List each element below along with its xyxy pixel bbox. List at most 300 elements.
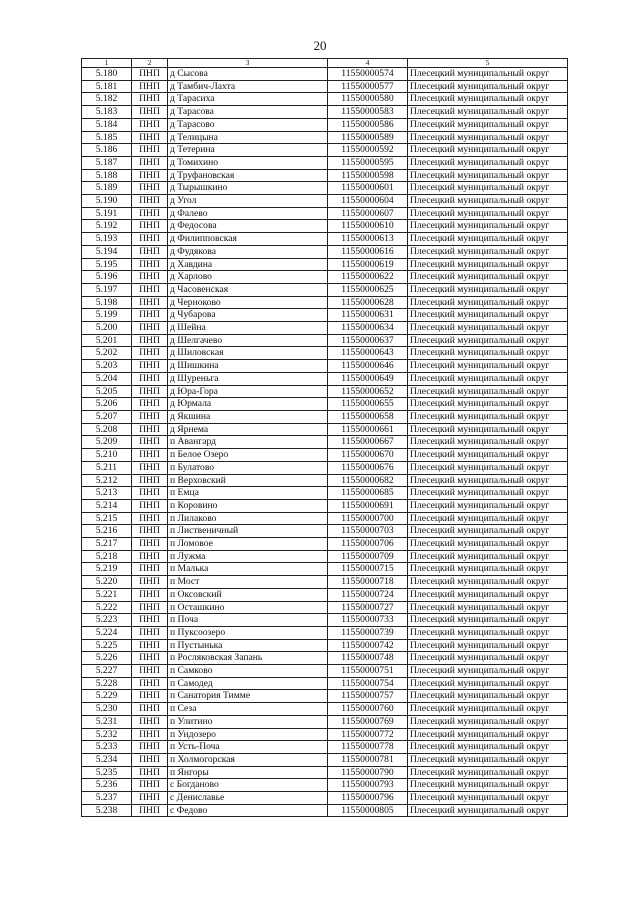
row-number-cell: 5.233: [82, 741, 132, 754]
type-code-cell: ПНП: [132, 410, 168, 423]
row-number-cell: 5.223: [82, 614, 132, 627]
row-number-cell: 5.208: [82, 423, 132, 436]
settlement-name-cell: п Янгоры: [168, 766, 328, 779]
oktmo-code-cell: 11550000739: [328, 626, 408, 639]
table-row: [82, 563, 568, 576]
table-row: [82, 652, 568, 665]
row-number-cell: 5.200: [82, 322, 132, 335]
table-row: [82, 753, 568, 766]
oktmo-code-cell: 11550000604: [328, 195, 408, 208]
row-number-cell: 5.187: [82, 156, 132, 169]
municipality-cell: Плесецкий муниципальный округ: [408, 690, 568, 703]
municipality-cell: Плесецкий муниципальный округ: [408, 296, 568, 309]
municipality-cell: Плесецкий муниципальный округ: [408, 588, 568, 601]
municipality-cell: Плесецкий муниципальный округ: [408, 512, 568, 525]
row-number-cell: 5.209: [82, 436, 132, 449]
municipality-cell: Плесецкий муниципальный округ: [408, 245, 568, 258]
table-row: [82, 207, 568, 220]
row-number-cell: 5.237: [82, 792, 132, 805]
settlement-name-cell: д Якшина: [168, 410, 328, 423]
municipality-cell: Плесецкий муниципальный округ: [408, 652, 568, 665]
type-code-cell: ПНП: [132, 677, 168, 690]
municipality-cell: Плесецкий муниципальный округ: [408, 563, 568, 576]
municipality-cell: Плесецкий муниципальный округ: [408, 766, 568, 779]
table-row: [82, 195, 568, 208]
row-number-cell: 5.211: [82, 461, 132, 474]
type-code-cell: ПНП: [132, 753, 168, 766]
municipality-cell: Плесецкий муниципальный округ: [408, 525, 568, 538]
municipality-cell: Плесецкий муниципальный округ: [408, 144, 568, 157]
municipality-cell: Плесецкий муниципальный округ: [408, 677, 568, 690]
type-code-cell: ПНП: [132, 436, 168, 449]
row-number-cell: 5.230: [82, 703, 132, 716]
type-code-cell: ПНП: [132, 182, 168, 195]
municipality-cell: Плесецкий муниципальный округ: [408, 804, 568, 817]
table-row: [82, 512, 568, 525]
municipality-cell: Плесецкий муниципальный округ: [408, 283, 568, 296]
table-row: [82, 245, 568, 258]
municipality-cell: Плесецкий муниципальный округ: [408, 449, 568, 462]
municipality-cell: Плесецкий муниципальный округ: [408, 487, 568, 500]
oktmo-code-cell: 11550000625: [328, 283, 408, 296]
table-row: [82, 665, 568, 678]
municipality-cell: Плесецкий муниципальный округ: [408, 753, 568, 766]
oktmo-code-cell: 11550000643: [328, 347, 408, 360]
municipality-cell: Плесецкий муниципальный округ: [408, 118, 568, 131]
oktmo-code-cell: 11550000628: [328, 296, 408, 309]
row-number-cell: 5.219: [82, 563, 132, 576]
oktmo-code-cell: 11550000652: [328, 385, 408, 398]
type-code-cell: ПНП: [132, 271, 168, 284]
type-code-cell: ПНП: [132, 525, 168, 538]
municipality-cell: Плесецкий муниципальный округ: [408, 106, 568, 119]
table-row: [82, 436, 568, 449]
settlement-name-cell: д Шуреньга: [168, 372, 328, 385]
table-row: [82, 741, 568, 754]
settlement-name-cell: п Усть-Поча: [168, 741, 328, 754]
type-code-cell: ПНП: [132, 779, 168, 792]
type-code-cell: ПНП: [132, 741, 168, 754]
settlement-name-cell: с Дениславье: [168, 792, 328, 805]
oktmo-code-cell: 11550000706: [328, 538, 408, 551]
settlement-name-cell: д Юра-Гора: [168, 385, 328, 398]
type-code-cell: ПНП: [132, 309, 168, 322]
oktmo-code-cell: 11550000595: [328, 156, 408, 169]
row-number-cell: 5.216: [82, 525, 132, 538]
table-row: [82, 525, 568, 538]
settlement-name-cell: д Томихино: [168, 156, 328, 169]
table-row: [82, 576, 568, 589]
row-number-cell: 5.220: [82, 576, 132, 589]
table-row: [82, 385, 568, 398]
settlement-name-cell: д Фалево: [168, 207, 328, 220]
type-code-cell: ПНП: [132, 601, 168, 614]
oktmo-code-cell: 11550000748: [328, 652, 408, 665]
type-code-cell: ПНП: [132, 360, 168, 373]
settlement-name-cell: п Лужма: [168, 550, 328, 563]
type-code-cell: ПНП: [132, 487, 168, 500]
municipality-cell: Плесецкий муниципальный округ: [408, 156, 568, 169]
municipality-cell: Плесецкий муниципальный округ: [408, 322, 568, 335]
municipality-cell: Плесецкий муниципальный округ: [408, 93, 568, 106]
row-number-cell: 5.189: [82, 182, 132, 195]
settlement-name-cell: д Шейна: [168, 322, 328, 335]
settlement-name-cell: п Емца: [168, 487, 328, 500]
municipality-cell: Плесецкий муниципальный округ: [408, 309, 568, 322]
table-row: [82, 360, 568, 373]
municipality-cell: Плесецкий муниципальный округ: [408, 779, 568, 792]
row-number-cell: 5.202: [82, 347, 132, 360]
municipality-cell: Плесецкий муниципальный округ: [408, 614, 568, 627]
table-row: [82, 334, 568, 347]
settlement-name-cell: д Тарасово: [168, 118, 328, 131]
settlement-name-cell: п Булатово: [168, 461, 328, 474]
settlement-name-cell: с Федово: [168, 804, 328, 817]
type-code-cell: ПНП: [132, 576, 168, 589]
settlement-name-cell: д Хавдина: [168, 258, 328, 271]
row-number-cell: 5.183: [82, 106, 132, 119]
table-row: [82, 461, 568, 474]
oktmo-code-cell: 11550000631: [328, 309, 408, 322]
row-number-cell: 5.217: [82, 538, 132, 551]
table-row: [82, 182, 568, 195]
municipality-cell: Плесецкий муниципальный округ: [408, 474, 568, 487]
settlement-name-cell: д Тырышкино: [168, 182, 328, 195]
table-row: [82, 220, 568, 233]
table-row: [82, 372, 568, 385]
oktmo-code-cell: 11550000574: [328, 68, 408, 81]
type-code-cell: ПНП: [132, 474, 168, 487]
oktmo-code-cell: 11550000649: [328, 372, 408, 385]
municipality-cell: Плесецкий муниципальный округ: [408, 398, 568, 411]
type-code-cell: ПНП: [132, 423, 168, 436]
oktmo-code-cell: 11550000616: [328, 245, 408, 258]
type-code-cell: ПНП: [132, 563, 168, 576]
settlement-name-cell: д Чубарова: [168, 309, 328, 322]
municipality-cell: Плесецкий муниципальный округ: [408, 626, 568, 639]
row-number-cell: 5.201: [82, 334, 132, 347]
settlement-name-cell: д Шелгачево: [168, 334, 328, 347]
row-number-cell: 5.206: [82, 398, 132, 411]
table-row: [82, 410, 568, 423]
type-code-cell: ПНП: [132, 715, 168, 728]
municipality-cell: Плесецкий муниципальный округ: [408, 347, 568, 360]
settlement-name-cell: д Шиловская: [168, 347, 328, 360]
settlement-name-cell: д Тетерина: [168, 144, 328, 157]
oktmo-code-cell: 11550000754: [328, 677, 408, 690]
type-code-cell: ПНП: [132, 131, 168, 144]
settlement-name-cell: п Осташкино: [168, 601, 328, 614]
type-code-cell: ПНП: [132, 690, 168, 703]
row-number-cell: 5.205: [82, 385, 132, 398]
table-row: [82, 169, 568, 182]
settlement-name-cell: п Лиственичный: [168, 525, 328, 538]
oktmo-code-cell: 11550000751: [328, 665, 408, 678]
municipality-cell: Плесецкий муниципальный округ: [408, 207, 568, 220]
type-code-cell: ПНП: [132, 792, 168, 805]
settlement-name-cell: д Телицына: [168, 131, 328, 144]
table-row: [82, 449, 568, 462]
table-row: [82, 347, 568, 360]
oktmo-code-cell: 11550000637: [328, 334, 408, 347]
column-number-2: 2: [132, 59, 168, 68]
settlement-name-cell: п Верховский: [168, 474, 328, 487]
table-row: [82, 639, 568, 652]
row-number-cell: 5.181: [82, 80, 132, 93]
oktmo-code-cell: 11550000682: [328, 474, 408, 487]
type-code-cell: ПНП: [132, 588, 168, 601]
settlement-name-cell: п Пуксоозеро: [168, 626, 328, 639]
row-number-cell: 5.226: [82, 652, 132, 665]
table-row: [82, 398, 568, 411]
type-code-cell: ПНП: [132, 207, 168, 220]
oktmo-code-cell: 11550000685: [328, 487, 408, 500]
row-number-cell: 5.180: [82, 68, 132, 81]
oktmo-code-cell: 11550000580: [328, 93, 408, 106]
table-row: [82, 487, 568, 500]
municipality-cell: Плесецкий муниципальный округ: [408, 80, 568, 93]
oktmo-code-cell: 11550000601: [328, 182, 408, 195]
type-code-cell: ПНП: [132, 258, 168, 271]
table-row: [82, 322, 568, 335]
type-code-cell: ПНП: [132, 118, 168, 131]
table-row: [82, 144, 568, 157]
type-code-cell: ПНП: [132, 347, 168, 360]
type-code-cell: ПНП: [132, 334, 168, 347]
row-number-cell: 5.184: [82, 118, 132, 131]
settlement-name-cell: п Самково: [168, 665, 328, 678]
type-code-cell: ПНП: [132, 512, 168, 525]
settlement-name-cell: д Тамбич-Лахта: [168, 80, 328, 93]
oktmo-code-cell: 11550000586: [328, 118, 408, 131]
table-row: [82, 156, 568, 169]
row-number-cell: 5.227: [82, 665, 132, 678]
table-row: [82, 118, 568, 131]
oktmo-code-cell: 11550000700: [328, 512, 408, 525]
row-number-cell: 5.212: [82, 474, 132, 487]
settlement-name-cell: д Угол: [168, 195, 328, 208]
oktmo-code-cell: 11550000676: [328, 461, 408, 474]
oktmo-code-cell: 11550000703: [328, 525, 408, 538]
row-number-cell: 5.224: [82, 626, 132, 639]
oktmo-code-cell: 11550000622: [328, 271, 408, 284]
municipality-cell: Плесецкий муниципальный округ: [408, 220, 568, 233]
settlement-name-cell: с Богданово: [168, 779, 328, 792]
row-number-cell: 5.185: [82, 131, 132, 144]
type-code-cell: ПНП: [132, 106, 168, 119]
table-row: [82, 614, 568, 627]
oktmo-code-cell: 11550000589: [328, 131, 408, 144]
municipality-cell: Плесецкий муниципальный округ: [408, 728, 568, 741]
settlement-name-cell: д Фудякова: [168, 245, 328, 258]
type-code-cell: ПНП: [132, 449, 168, 462]
oktmo-code-cell: 11550000667: [328, 436, 408, 449]
row-number-cell: 5.182: [82, 93, 132, 106]
table-row: [82, 690, 568, 703]
type-code-cell: ПНП: [132, 398, 168, 411]
table-row: [82, 792, 568, 805]
column-number-1: 1: [82, 59, 132, 68]
type-code-cell: ПНП: [132, 804, 168, 817]
table-row: [82, 538, 568, 551]
table-row: [82, 106, 568, 119]
oktmo-code-cell: 11550000610: [328, 220, 408, 233]
type-code-cell: ПНП: [132, 80, 168, 93]
oktmo-code-cell: 11550000598: [328, 169, 408, 182]
type-code-cell: ПНП: [132, 195, 168, 208]
oktmo-code-cell: 11550000646: [328, 360, 408, 373]
settlement-name-cell: п Росляковская Запань: [168, 652, 328, 665]
oktmo-code-cell: 11550000607: [328, 207, 408, 220]
column-number-4: 4: [328, 59, 408, 68]
row-number-cell: 5.195: [82, 258, 132, 271]
settlement-name-cell: п Сеза: [168, 703, 328, 716]
settlement-name-cell: п Поча: [168, 614, 328, 627]
table-row: [82, 271, 568, 284]
type-code-cell: ПНП: [132, 220, 168, 233]
row-number-cell: 5.198: [82, 296, 132, 309]
municipality-cell: Плесецкий муниципальный округ: [408, 182, 568, 195]
municipality-cell: Плесецкий муниципальный округ: [408, 385, 568, 398]
row-number-cell: 5.194: [82, 245, 132, 258]
row-number-cell: 5.231: [82, 715, 132, 728]
oktmo-code-cell: 11550000793: [328, 779, 408, 792]
row-number-cell: 5.221: [82, 588, 132, 601]
type-code-cell: ПНП: [132, 93, 168, 106]
row-number-cell: 5.207: [82, 410, 132, 423]
oktmo-code-cell: 11550000658: [328, 410, 408, 423]
oktmo-code-cell: 11550000781: [328, 753, 408, 766]
settlement-name-cell: д Сысова: [168, 68, 328, 81]
municipality-cell: Плесецкий муниципальный округ: [408, 550, 568, 563]
oktmo-code-cell: 11550000634: [328, 322, 408, 335]
table-row: [82, 550, 568, 563]
settlement-name-cell: д Ярнема: [168, 423, 328, 436]
settlement-name-cell: п Лилаково: [168, 512, 328, 525]
row-number-cell: 5.204: [82, 372, 132, 385]
type-code-cell: ПНП: [132, 156, 168, 169]
type-code-cell: ПНП: [132, 144, 168, 157]
row-number-cell: 5.210: [82, 449, 132, 462]
type-code-cell: ПНП: [132, 766, 168, 779]
table-row: [82, 93, 568, 106]
oktmo-code-cell: 11550000790: [328, 766, 408, 779]
type-code-cell: ПНП: [132, 68, 168, 81]
table-row: [82, 601, 568, 614]
oktmo-code-cell: 11550000718: [328, 576, 408, 589]
settlement-name-cell: п Ломовое: [168, 538, 328, 551]
municipality-cell: Плесецкий муниципальный округ: [408, 461, 568, 474]
row-number-cell: 5.232: [82, 728, 132, 741]
table-row: [82, 728, 568, 741]
row-number-cell: 5.235: [82, 766, 132, 779]
oktmo-code-cell: 11550000670: [328, 449, 408, 462]
settlement-name-cell: п Оксовский: [168, 588, 328, 601]
type-code-cell: ПНП: [132, 652, 168, 665]
municipality-cell: Плесецкий муниципальный округ: [408, 665, 568, 678]
type-code-cell: ПНП: [132, 703, 168, 716]
oktmo-code-cell: 11550000805: [328, 804, 408, 817]
oktmo-code-cell: 11550000733: [328, 614, 408, 627]
oktmo-code-cell: 11550000577: [328, 80, 408, 93]
municipality-cell: Плесецкий муниципальный округ: [408, 436, 568, 449]
table-row: [82, 258, 568, 271]
settlement-name-cell: п Холмогорская: [168, 753, 328, 766]
oktmo-code-cell: 11550000772: [328, 728, 408, 741]
row-number-cell: 5.236: [82, 779, 132, 792]
settlement-name-cell: д Тарасова: [168, 106, 328, 119]
type-code-cell: ПНП: [132, 499, 168, 512]
settlement-name-cell: п Белое Озеро: [168, 449, 328, 462]
municipality-cell: Плесецкий муниципальный округ: [408, 271, 568, 284]
type-code-cell: ПНП: [132, 283, 168, 296]
row-number-cell: 5.229: [82, 690, 132, 703]
type-code-cell: ПНП: [132, 639, 168, 652]
settlement-name-cell: д Филипповская: [168, 233, 328, 246]
row-number-cell: 5.197: [82, 283, 132, 296]
table-row: [82, 779, 568, 792]
table-row: [82, 588, 568, 601]
table-row: [82, 474, 568, 487]
oktmo-code-cell: 11550000613: [328, 233, 408, 246]
type-code-cell: ПНП: [132, 322, 168, 335]
municipality-cell: Плесецкий муниципальный округ: [408, 601, 568, 614]
table-row: [82, 677, 568, 690]
row-number-cell: 5.234: [82, 753, 132, 766]
oktmo-code-cell: 11550000592: [328, 144, 408, 157]
type-code-cell: ПНП: [132, 626, 168, 639]
municipality-cell: Плесецкий муниципальный округ: [408, 195, 568, 208]
table-header-row: [82, 59, 568, 68]
oktmo-code-cell: 11550000769: [328, 715, 408, 728]
row-number-cell: 5.196: [82, 271, 132, 284]
column-number-3: 3: [168, 59, 328, 68]
municipality-cell: Плесецкий муниципальный округ: [408, 576, 568, 589]
table-row: [82, 233, 568, 246]
oktmo-code-cell: 11550000724: [328, 588, 408, 601]
row-number-cell: 5.225: [82, 639, 132, 652]
municipality-cell: Плесецкий муниципальный округ: [408, 792, 568, 805]
table-row: [82, 423, 568, 436]
type-code-cell: ПНП: [132, 550, 168, 563]
oktmo-code-cell: 11550000619: [328, 258, 408, 271]
table-row: [82, 283, 568, 296]
municipality-cell: Плесецкий муниципальный округ: [408, 499, 568, 512]
municipality-cell: Плесецкий муниципальный округ: [408, 258, 568, 271]
table-row: [82, 68, 568, 81]
type-code-cell: ПНП: [132, 296, 168, 309]
municipality-cell: Плесецкий муниципальный округ: [408, 703, 568, 716]
table-row: [82, 131, 568, 144]
row-number-cell: 5.215: [82, 512, 132, 525]
row-number-cell: 5.199: [82, 309, 132, 322]
municipality-cell: Плесецкий муниципальный округ: [408, 639, 568, 652]
row-number-cell: 5.186: [82, 144, 132, 157]
row-number-cell: 5.192: [82, 220, 132, 233]
settlement-name-cell: д Часовенская: [168, 283, 328, 296]
municipality-cell: Плесецкий муниципальный округ: [408, 68, 568, 81]
type-code-cell: ПНП: [132, 245, 168, 258]
table-row: [82, 499, 568, 512]
oktmo-code-cell: 11550000760: [328, 703, 408, 716]
row-number-cell: 5.222: [82, 601, 132, 614]
row-number-cell: 5.188: [82, 169, 132, 182]
settlement-name-cell: д Тарасиха: [168, 93, 328, 106]
oktmo-code-cell: 11550000709: [328, 550, 408, 563]
oktmo-code-cell: 11550000727: [328, 601, 408, 614]
settlement-name-cell: п Малька: [168, 563, 328, 576]
settlement-name-cell: п Улитино: [168, 715, 328, 728]
